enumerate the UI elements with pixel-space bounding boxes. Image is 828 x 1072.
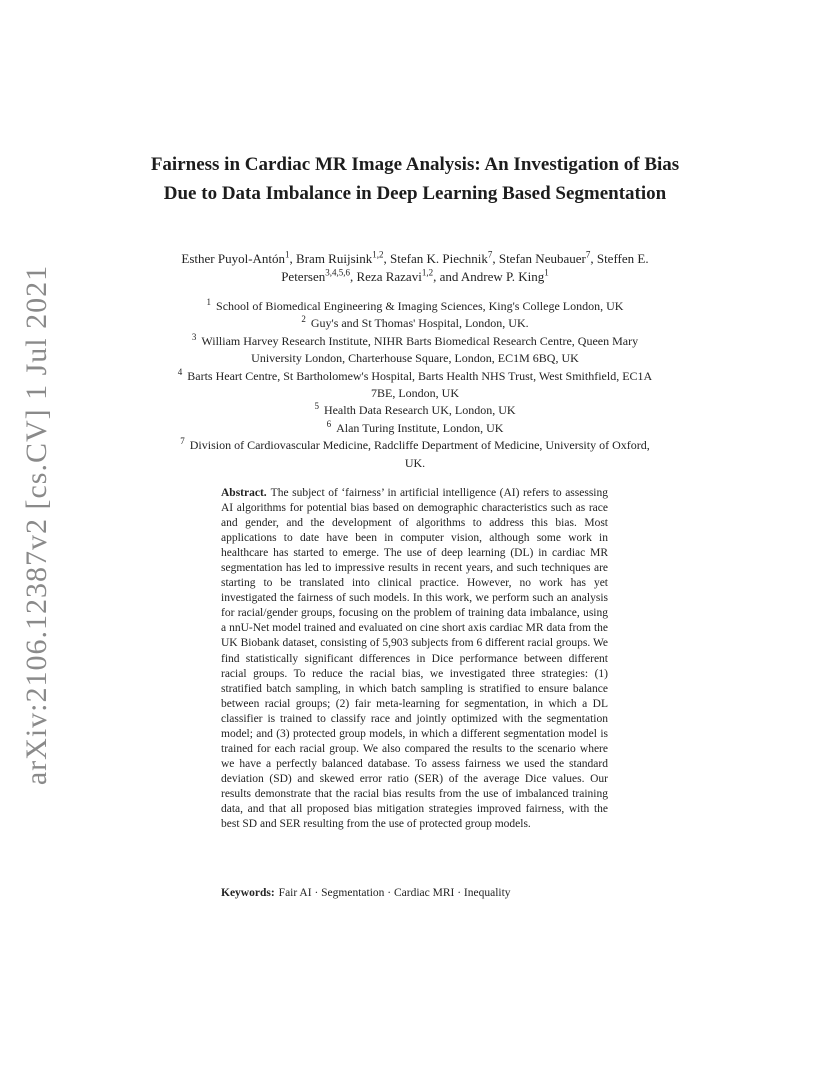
author-name: Andrew P. King — [460, 269, 545, 284]
affiliation-number: 2 — [301, 314, 306, 325]
author — [181, 251, 296, 266]
author-separator: , — [349, 269, 357, 284]
affiliation-text: Division of Cardiovascular Medicine, Radcliffe Department of Medicine, University of Oxford, UK. — [189, 438, 650, 470]
affiliation-number: 1 — [206, 297, 212, 307]
author-name: Reza Razavi — [356, 269, 422, 284]
affiliation-number: 3 — [191, 331, 197, 342]
affiliation — [170, 368, 660, 403]
author-affiliation-marker: 3,4,5,6 — [325, 267, 350, 278]
affiliation-list — [170, 298, 660, 472]
affiliation-text: Guy's and St Thomas' Hospital, London, UK. — [310, 316, 529, 331]
affiliation — [170, 437, 660, 472]
author — [390, 251, 499, 266]
author-affiliation-marker: 7 — [585, 249, 591, 260]
affiliation — [170, 298, 660, 315]
author-affiliation-marker: 1,2 — [372, 249, 384, 260]
author-affiliation-marker: 1 — [285, 249, 290, 260]
affiliation — [170, 420, 660, 437]
affiliation-number: 7 — [180, 436, 185, 447]
author-name: Steffen E. Petersen — [281, 251, 649, 284]
abstract — [221, 486, 608, 832]
author — [296, 251, 390, 266]
abstract-text: The subject of ‘fairness’ in artificial intelligence (AI) refers to assessing AI algorithms for potential bias based on demographic characteristics such as race and gender, and the development of algorithms to address this bias. Most applications to date have been in computer vision, although some work in healthcare has started to emerge. The use of deep learning (DL) in cardiac MR segmentation has led to impressive results in recent years, and such techniques are starting to be translated into clinical practice. However, no work has yet investigated the fairness of such models. In this work, we perform such an analysis for racial/gender groups, focusing on the problem of training data imbalance, using a nnU-Net model trained and evaluated on cine short axis cardiac MR data from the UK Biobank dataset, consisting of 5,903 subjects from 6 different racial groups. We find statistically significant differences in Dice performance between different racial groups. To reduce the racial bias, we investigated three strategies: (1) stratified batch sampling, in which batch sampling is stratified to ensure balance between racial groups; (2) fair meta-learning for segmentation, in which a DL classifier is trained to classify race and jointly optimized with the segmentation model; and (3) protected group models, in which a different segmentation model is trained for each racial group. We also compared the results to the scenario where we have a perfectly balanced database. To assess fairness we used the standard deviation (SD) and skewed error ratio (SER) of the average Dice values. Our results demonstrate that the racial bias results from the use of imbalanced training data, and that all proposed bias mitigation strategies improved fairness, with the best SD and SER resulting from the use of protected group models. — [221, 487, 608, 831]
keywords-label: Keywords: — [221, 887, 275, 899]
keywords-text: Fair AI · Segmentation · Cardiac MRI · Inequality — [278, 887, 511, 899]
author-name: Stefan Neubauer — [498, 251, 586, 266]
author-name: Stefan K. Piechnik — [390, 251, 488, 266]
author-separator: , and — [433, 269, 461, 284]
affiliation — [170, 315, 660, 332]
affiliation-number: 4 — [177, 366, 183, 377]
arxiv-stamp: arXiv:2106.12387v2 [cs.CV] 1 Jul 2021 — [20, 264, 53, 786]
author — [461, 269, 549, 284]
author-separator: , — [289, 251, 297, 266]
affiliation — [170, 333, 660, 368]
author-affiliation-marker: 1,2 — [421, 267, 434, 278]
author-affiliation-marker: 1 — [544, 267, 549, 278]
affiliation-number: 5 — [314, 401, 319, 412]
author — [499, 251, 597, 266]
abstract-label: Abstract. — [221, 487, 267, 499]
affiliation-text: Barts Heart Centre, St Bartholomew's Hospital, Barts Health NHS Trust, West Smithfield, EC1A 7BE, London, UK — [187, 368, 653, 401]
author-separator: , — [492, 251, 499, 266]
keywords — [221, 885, 608, 901]
affiliation — [170, 402, 660, 419]
affiliation-text: Health Data Research UK, London, UK — [323, 403, 516, 418]
author-separator: , — [590, 251, 597, 266]
author-list — [170, 250, 660, 286]
affiliation-text: Alan Turing Institute, London, UK — [336, 420, 504, 435]
author — [356, 269, 460, 284]
author-name: Bram Ruijsink — [296, 251, 373, 266]
author-name: Esther Puyol-Antón — [181, 251, 286, 266]
author-separator: , — [383, 251, 390, 266]
affiliation-text: School of Biomedical Engineering & Imaging Sciences, King's College London, UK — [216, 299, 624, 313]
paper-title: Fairness in Cardiac MR Image Analysis: An Investigation of Bias Due to Data Imbalance in Deep Learning Based Segmentation — [150, 154, 680, 204]
affiliation-number: 6 — [326, 418, 332, 429]
author-affiliation-marker: 7 — [487, 249, 493, 260]
affiliation-text: William Harvey Research Institute, NIHR Barts Biomedical Research Centre, Queen Mary University London, Charterhouse Square, London, EC1M 6BQ, UK — [201, 333, 639, 366]
